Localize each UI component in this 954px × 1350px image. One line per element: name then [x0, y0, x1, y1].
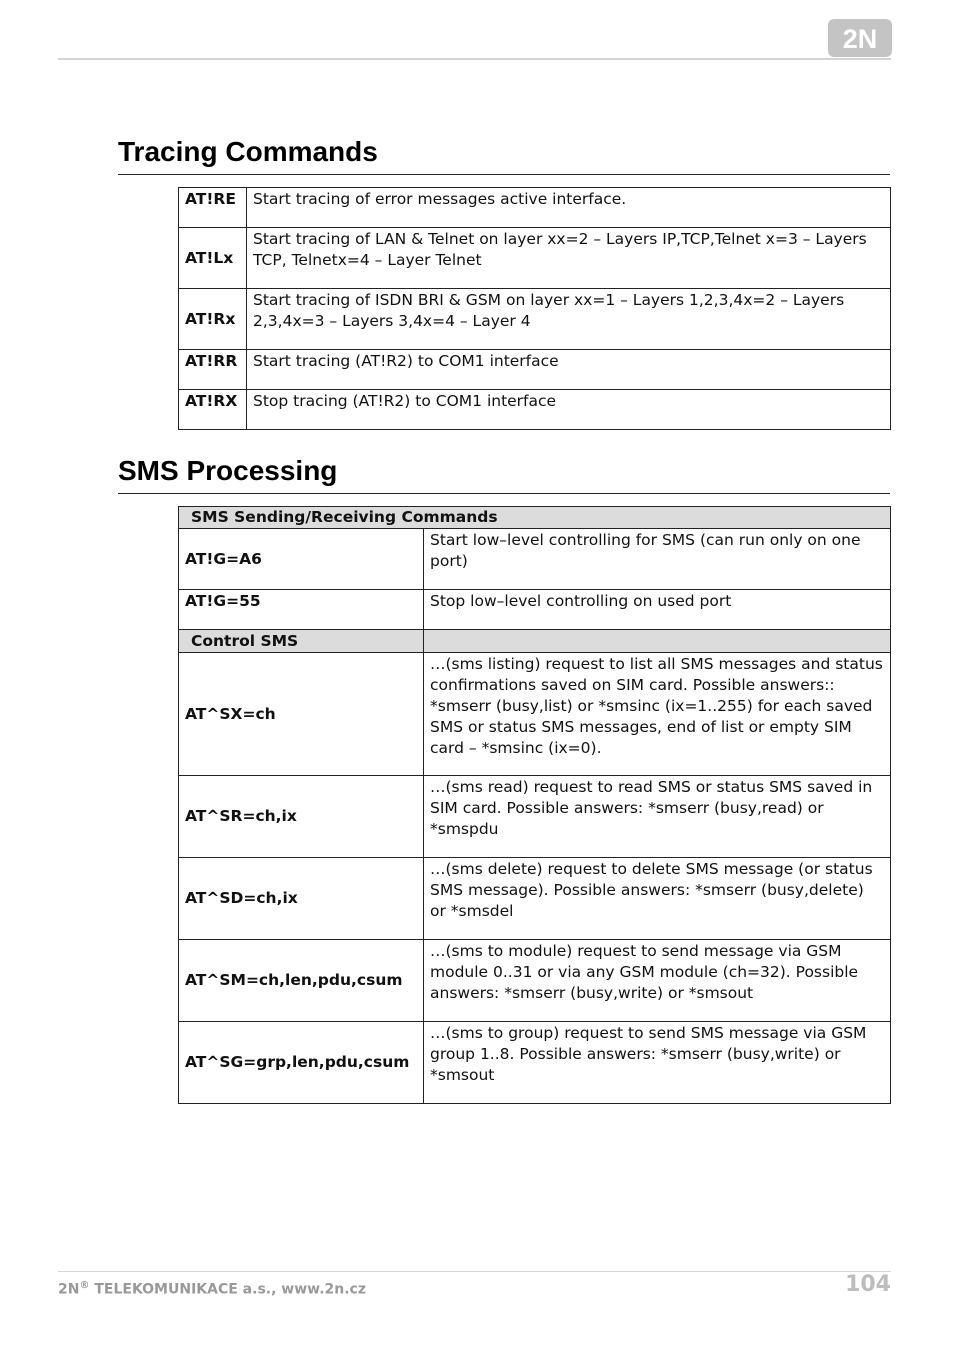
description-cell: …(sms listing) request to list all SMS messages and status confirmations saved on SIM card. Possible answers:: *smserr (busy,list) or *smsinc (ix=1..255) for each saved SMS or status SMS messages, end of list or empty SIM card – *smsinc (ix=0).: [424, 653, 891, 776]
description-cell: Start tracing of error messages active interface.: [247, 188, 891, 228]
description-cell: Start low–level controlling for SMS (can run only on one port): [424, 529, 891, 590]
sms-commands-table: [178, 506, 891, 1104]
description-cell: …(sms delete) request to delete SMS message (or status SMS message). Possible answers: *smserr (busy,delete) or *smsdel: [424, 858, 891, 940]
table-row: [179, 940, 891, 1022]
table-row: [179, 289, 891, 350]
command-cell: AT^SM=ch,len,pdu,csum: [179, 940, 424, 1022]
section-header-sending-receiving: SMS Sending/Receiving Commands: [179, 507, 891, 529]
sms-heading-rule: [118, 493, 890, 494]
page-number: 104: [845, 1272, 891, 1297]
description-cell: Start tracing of LAN & Telnet on layer xx=2 – Layers IP,TCP,Telnet x=3 – Layers TCP, Telnetx=4 – Layer Telnet: [247, 228, 891, 289]
tracing-commands-heading: Tracing Commands: [118, 136, 378, 167]
tracing-commands-table: [178, 187, 891, 430]
description-cell: …(sms to module) request to send message via GSM module 0..31 or via any GSM module (ch=32). Possible answers: *smserr (busy,write) or *smsout: [424, 940, 891, 1022]
command-cell: AT!RR: [179, 350, 247, 390]
command-cell: AT!RE: [179, 188, 247, 228]
header-rule: [58, 58, 891, 60]
svg-text:2N: 2N: [842, 24, 878, 54]
footer-brand: 2N: [58, 1281, 80, 1298]
command-cell: AT^SX=ch: [179, 653, 424, 776]
description-cell: Stop low–level controlling on used port: [424, 590, 891, 630]
section-header-row: [179, 630, 891, 653]
section-header-control-sms: Control SMS: [179, 630, 424, 653]
section-header-empty: [424, 630, 891, 653]
table-row: [179, 590, 891, 630]
table-row: [179, 1022, 891, 1104]
description-cell: Start tracing (AT!R2) to COM1 interface: [247, 350, 891, 390]
command-cell: AT!G=55: [179, 590, 424, 630]
footer-rule: [58, 1271, 891, 1272]
table-row: [179, 653, 891, 776]
table-row: [179, 188, 891, 228]
command-cell: AT!Rx: [179, 289, 247, 350]
footer-company: [58, 1280, 366, 1298]
description-cell: Start tracing of ISDN BRI & GSM on layer xx=1 – Layers 1,2,3,4x=2 – Layers 2,3,4x=3 – Layers 3,4x=4 – Layer 4: [247, 289, 891, 350]
sms-processing-heading: SMS Processing: [118, 455, 338, 486]
table-row: [179, 858, 891, 940]
tracing-heading-rule: [118, 174, 890, 175]
description-cell: …(sms read) request to read SMS or status SMS saved in SIM card. Possible answers: *smserr (busy,read) or *smspdu: [424, 776, 891, 858]
section-header-row: [179, 507, 891, 529]
2n-logo: [828, 19, 892, 57]
table-row: [179, 529, 891, 590]
description-cell: Stop tracing (AT!R2) to COM1 interface: [247, 390, 891, 430]
footer-company-rest: TELEKOMUNIKACE a.s., www.2n.cz: [89, 1281, 366, 1298]
registered-mark: ®: [79, 1280, 90, 1291]
table-row: [179, 228, 891, 289]
command-cell: AT!Lx: [179, 228, 247, 289]
description-cell: …(sms to group) request to send SMS message via GSM group 1..8. Possible answers: *smserr (busy,write) or *smsout: [424, 1022, 891, 1104]
command-cell: AT!RX: [179, 390, 247, 430]
command-cell: AT^SD=ch,ix: [179, 858, 424, 940]
table-row: [179, 776, 891, 858]
command-cell: AT^SG=grp,len,pdu,csum: [179, 1022, 424, 1104]
table-row: [179, 390, 891, 430]
command-cell: AT!G=A6: [179, 529, 424, 590]
command-cell: AT^SR=ch,ix: [179, 776, 424, 858]
table-row: [179, 350, 891, 390]
